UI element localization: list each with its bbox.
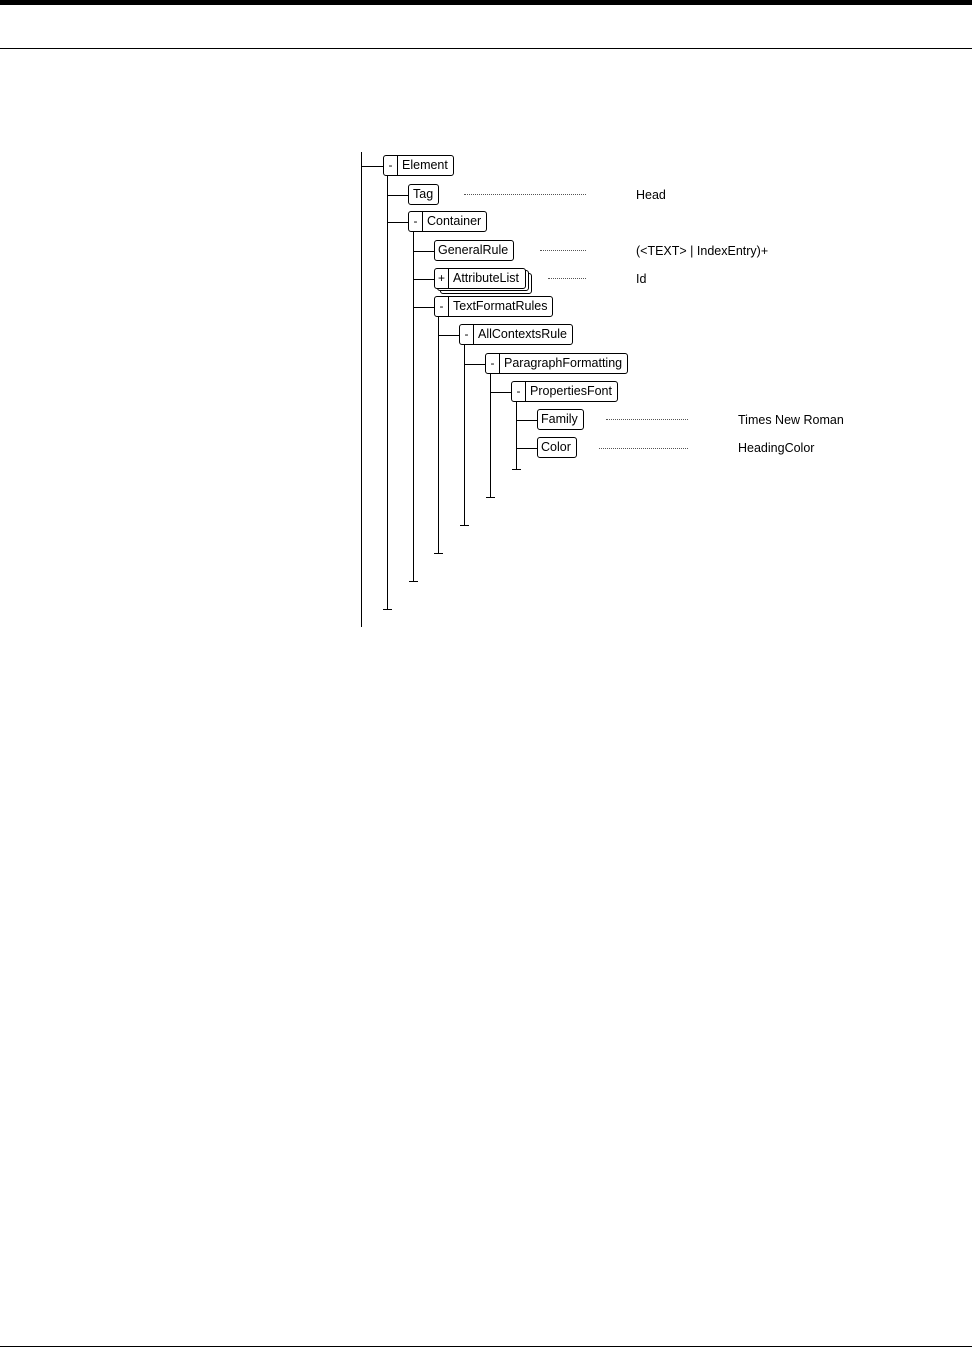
node-label: TextFormatRules [453, 299, 548, 313]
node-label: Family [541, 412, 578, 426]
family-value: Times New Roman [738, 413, 844, 427]
attribute-list-value: Id [636, 272, 647, 286]
tree-connector [460, 525, 469, 526]
node-label: AllContextsRule [478, 327, 567, 341]
tree-connector [409, 581, 418, 582]
node-label: Color [541, 440, 571, 454]
leader-dots [606, 419, 688, 420]
tree-connector [516, 402, 517, 469]
leader-dots [599, 448, 688, 449]
node-label: Container [427, 214, 482, 228]
tree-connector [413, 232, 414, 581]
tree-connector [361, 152, 362, 627]
tree-connector [464, 364, 485, 365]
leader-dots [540, 250, 586, 251]
tree-connector [413, 251, 434, 252]
tree-node-family[interactable] [537, 409, 584, 430]
tree-node-tag[interactable] [408, 184, 439, 205]
tree-connector [361, 166, 383, 167]
tree-connector [434, 553, 443, 554]
leader-dots [548, 278, 586, 279]
leader-dots [464, 194, 586, 195]
tree-connector [413, 307, 434, 308]
footer-rule [0, 1346, 972, 1347]
collapse-toggle-icon[interactable]: - [409, 212, 423, 231]
general-rule-value: (<TEXT> | IndexEntry)+ [636, 244, 769, 258]
color-value: HeadingColor [738, 441, 815, 455]
tree-connector [387, 222, 408, 223]
tree-node-paragraph-formatting[interactable] [485, 353, 628, 374]
tree-connector [438, 335, 459, 336]
node-label: PropertiesFont [530, 384, 612, 398]
node-label: AttributeList [453, 271, 520, 285]
tree-connector [486, 497, 495, 498]
tree-node-text-format-rules[interactable] [434, 296, 553, 317]
tree-connector [512, 469, 521, 470]
tree-connector [413, 279, 434, 280]
expand-toggle-icon[interactable]: + [435, 269, 449, 288]
tree-connector [387, 176, 388, 609]
node-label: Element [402, 158, 448, 172]
tree-node-all-contexts-rule[interactable] [459, 324, 573, 345]
tree-connector [383, 609, 392, 610]
tag-value: Head [636, 188, 666, 202]
tree-node-color[interactable] [537, 437, 577, 458]
node-label: ParagraphFormatting [504, 356, 623, 370]
collapse-toggle-icon[interactable]: - [512, 382, 526, 401]
collapse-toggle-icon[interactable]: - [460, 325, 474, 344]
tree-connector [490, 392, 511, 393]
collapse-toggle-icon[interactable]: - [435, 297, 449, 316]
tree-connector [438, 317, 439, 553]
node-label: GeneralRule [438, 243, 509, 257]
tree-connector [464, 345, 465, 525]
node-label: Tag [413, 187, 434, 201]
tree-connector [516, 420, 537, 421]
collapse-toggle-icon[interactable]: - [384, 156, 398, 175]
tree-node-general-rule[interactable] [434, 240, 514, 261]
tree-node-properties-font[interactable] [511, 381, 618, 402]
collapse-toggle-icon[interactable]: - [486, 354, 500, 373]
tree-node-container[interactable] [408, 211, 487, 232]
tree-node-element[interactable] [383, 155, 454, 176]
tree-node-attribute-list[interactable] [434, 268, 526, 289]
tree-connector [387, 195, 408, 196]
tree-connector [516, 448, 537, 449]
